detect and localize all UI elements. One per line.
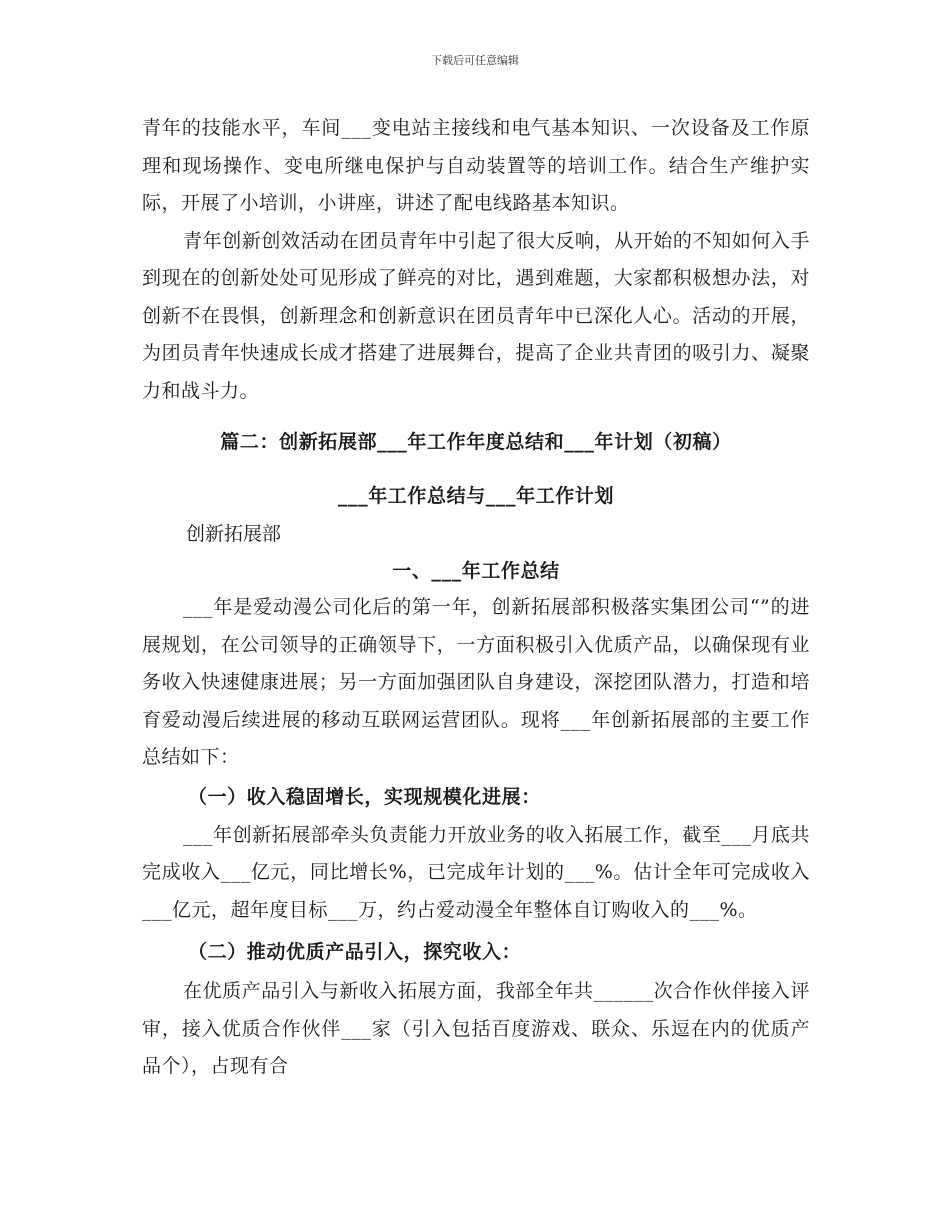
document-body <box>142 110 810 1086</box>
subsection-2-text: 在优质产品引入与新收入拓展方面，我部全年共______次合作伙伴接入评审，接入优质合作伙伴___家（引入包括百度游戏、联众、乐逗在内的优质产品个），占现有合 <box>142 980 810 1077</box>
section-title: 一、___年工作总结 <box>392 560 560 582</box>
article-subtitle: ___年工作总结与___年工作计划 <box>337 485 615 507</box>
department-name: 创新拓展部 <box>186 523 282 545</box>
article-title: 篇二：创新拓展部___年工作年度总结和___年计划（初稿） <box>220 431 732 453</box>
subsection-2-title: （二）推动优质产品引入，探究收入： <box>188 941 522 963</box>
subsection-1-text: ___年创新拓展部牵头负责能力开放业务的收入拓展工作，截至___月底共完成收入___亿元，同比增长%，已完成年计划的___%。估计全年可完成收入___亿元，超年度目标___万，约占爱动漫全年整体自订购收入的___%。 <box>142 823 810 921</box>
header-note: 下载后可任意编辑 <box>431 54 519 67</box>
paragraph-youth-innovation: 青年创新创效活动在团员青年中引起了很大反响，从开始的不知如何入手到现在的创新处处可见形成了鲜亮的对比，遇到难题，大家都积极想办法，对创新不在畏惧，创新理念和创新意识在团员青年中已深化人心。活动的开展，为团员青年快速成长成才搭建了进展舞台，提高了企业共青团的吸引力、凝聚力和战斗力。 <box>142 229 810 402</box>
paragraph-continued: 青年的技能水平，车间___变电站主接线和电气基本知识、一次设备及工作原理和现场操作、变电所继电保护与自动装置等的培训工作。结合生产维护实际，开展了小培训，小讲座，讲述了配电线路基本知识。 <box>142 117 810 214</box>
subsection-1-title: （一）收入稳固增长，实现规模化进展： <box>188 785 541 808</box>
section-intro-paragraph: ___年是爱动漫公司化后的第一年，创新拓展部积极落实集团公司“”的进展规划，在公司领导的正确领导下，一方面积极引入优质产品，以确保现有业务收入快速健康进展；另一方面加强团队自身建设，深挖团队潜力，打造和培育爱动漫后续进展的移动互联网运营团队。现将___年创新拓展部的主要工作总结如下： <box>142 596 810 768</box>
